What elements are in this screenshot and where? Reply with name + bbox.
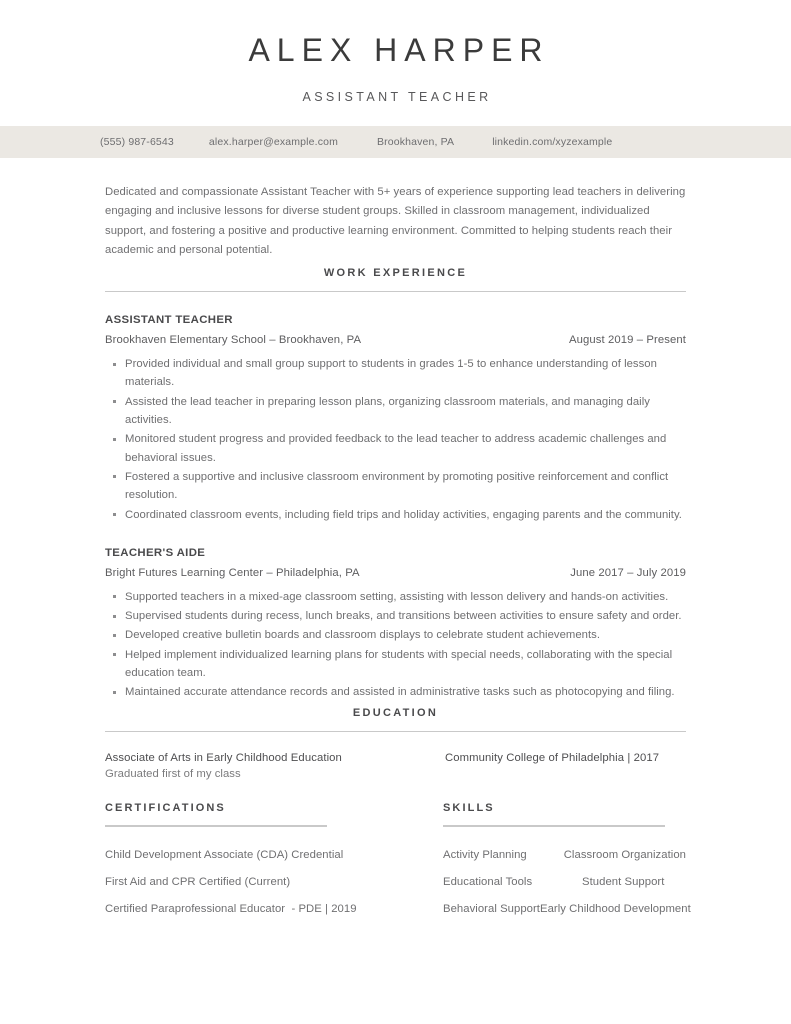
job-company: Bright Futures Learning Center – Philadelphia, PA (105, 566, 360, 579)
job-company: Brookhaven Elementary School – Brookhaven, PA (105, 334, 362, 347)
contact-inner (100, 136, 691, 148)
job-role: ASSISTANT TEACHER (105, 314, 233, 327)
job-bullet: Monitored student progress and provided feedback to the lead teacher to address academic challenges and behavioral issues. (105, 430, 686, 467)
skills-grid (443, 827, 691, 923)
education-row (105, 752, 686, 764)
certifications-column (105, 802, 443, 923)
job-bullet: Helped implement individualized learning plans for students with special needs, collaborating with the special education team. (105, 646, 686, 683)
job-bullet: Supported teachers in a mixed-age classroom setting, assisting with lesson delivery and hands-on activities. (105, 588, 686, 606)
certification-list (105, 827, 443, 923)
professional-summary: Dedicated and compassionate Assistant Teacher with 5+ years of experience supporting lead teachers in delivering engaging and inclusive lessons for diverse student groups. Skilled in classroom management, individualized support, and fostering a positive and productive learning environment. Committed to helping students reach their academic and personal potential. (105, 186, 686, 256)
job-entry (105, 292, 686, 524)
skill-item: Student Support (582, 875, 665, 888)
job-bullet: Fostered a supportive and inclusive classroom environment by promoting positive reinforcement and conflict resolution. (105, 468, 686, 505)
bottom-columns (105, 780, 691, 923)
section-title-education: EDUCATION (352, 706, 439, 719)
skill-item: Activity Planning (443, 848, 527, 861)
skill-row (443, 869, 686, 896)
certification-item: Certified Paraprofessional Educator - PDE | 2019 (105, 902, 357, 915)
candidate-name: ALEX HARPER (248, 32, 550, 68)
job-bullet: Coordinated classroom events, including field trips and holiday activities, engaging parents and the community. (105, 506, 686, 524)
certification-item: First Aid and CPR Certified (Current) (105, 875, 291, 888)
job-bullet-list (105, 579, 686, 702)
skill-item: Educational Tools (443, 875, 533, 888)
contact-location: Brookhaven, PA (377, 136, 455, 148)
contact-phone[interactable]: (555) 987-6543 (100, 136, 174, 148)
job-dates: August 2019 – Present (568, 334, 686, 347)
skill-item: Early Childhood Development (539, 902, 691, 915)
job-meta (105, 326, 686, 346)
contact-bar (0, 126, 791, 158)
job-role: TEACHER'S AIDE (105, 546, 206, 559)
job-bullet-list (105, 346, 686, 524)
job-dates: June 2017 – July 2019 (570, 566, 686, 579)
skills-column (443, 801, 691, 923)
section-title-certifications: CERTIFICATIONS (105, 801, 226, 814)
education-degree: Associate of Arts in Early Childhood Education (105, 751, 342, 764)
job-bullet: Provided individual and small group support to students in grades 1-5 to enhance understanding of lesson materials. (105, 355, 686, 392)
resume-content (105, 158, 691, 923)
certification-item: Child Development Associate (CDA) Credential (105, 848, 344, 861)
skill-item: Behavioral Support (443, 902, 540, 915)
job-entry (105, 525, 686, 702)
education-school: Community College of Philadelphia | 2017 (445, 751, 660, 764)
resume-header (0, 0, 791, 104)
contact-email[interactable]: alex.harper@example.com (208, 136, 338, 148)
candidate-job-title: ASSISTANT TEACHER (302, 90, 492, 104)
contact-linkedin[interactable]: linkedin.com/xyzexample (492, 136, 613, 148)
skill-item: Classroom Organization (563, 848, 686, 861)
education-entry (105, 732, 686, 780)
job-meta (105, 559, 686, 579)
section-title-skills: SKILLS (443, 801, 495, 814)
skill-row (443, 896, 691, 923)
education-note: Graduated first of my class (105, 767, 241, 780)
skill-row (443, 842, 686, 869)
section-title-work-experience: WORK EXPERIENCE (323, 267, 468, 280)
job-bullet: Supervised students during recess, lunch breaks, and transitions between activities to ensure safety and order. (105, 607, 686, 625)
job-bullet: Developed creative bulletin boards and classroom displays to celebrate student achievements. (105, 626, 686, 644)
job-bullet: Assisted the lead teacher in preparing lesson plans, organizing classroom materials, and managing daily activities. (105, 393, 686, 430)
job-bullet: Maintained accurate attendance records and assisted in administrative tasks such as photocopying and filing. (105, 683, 686, 701)
